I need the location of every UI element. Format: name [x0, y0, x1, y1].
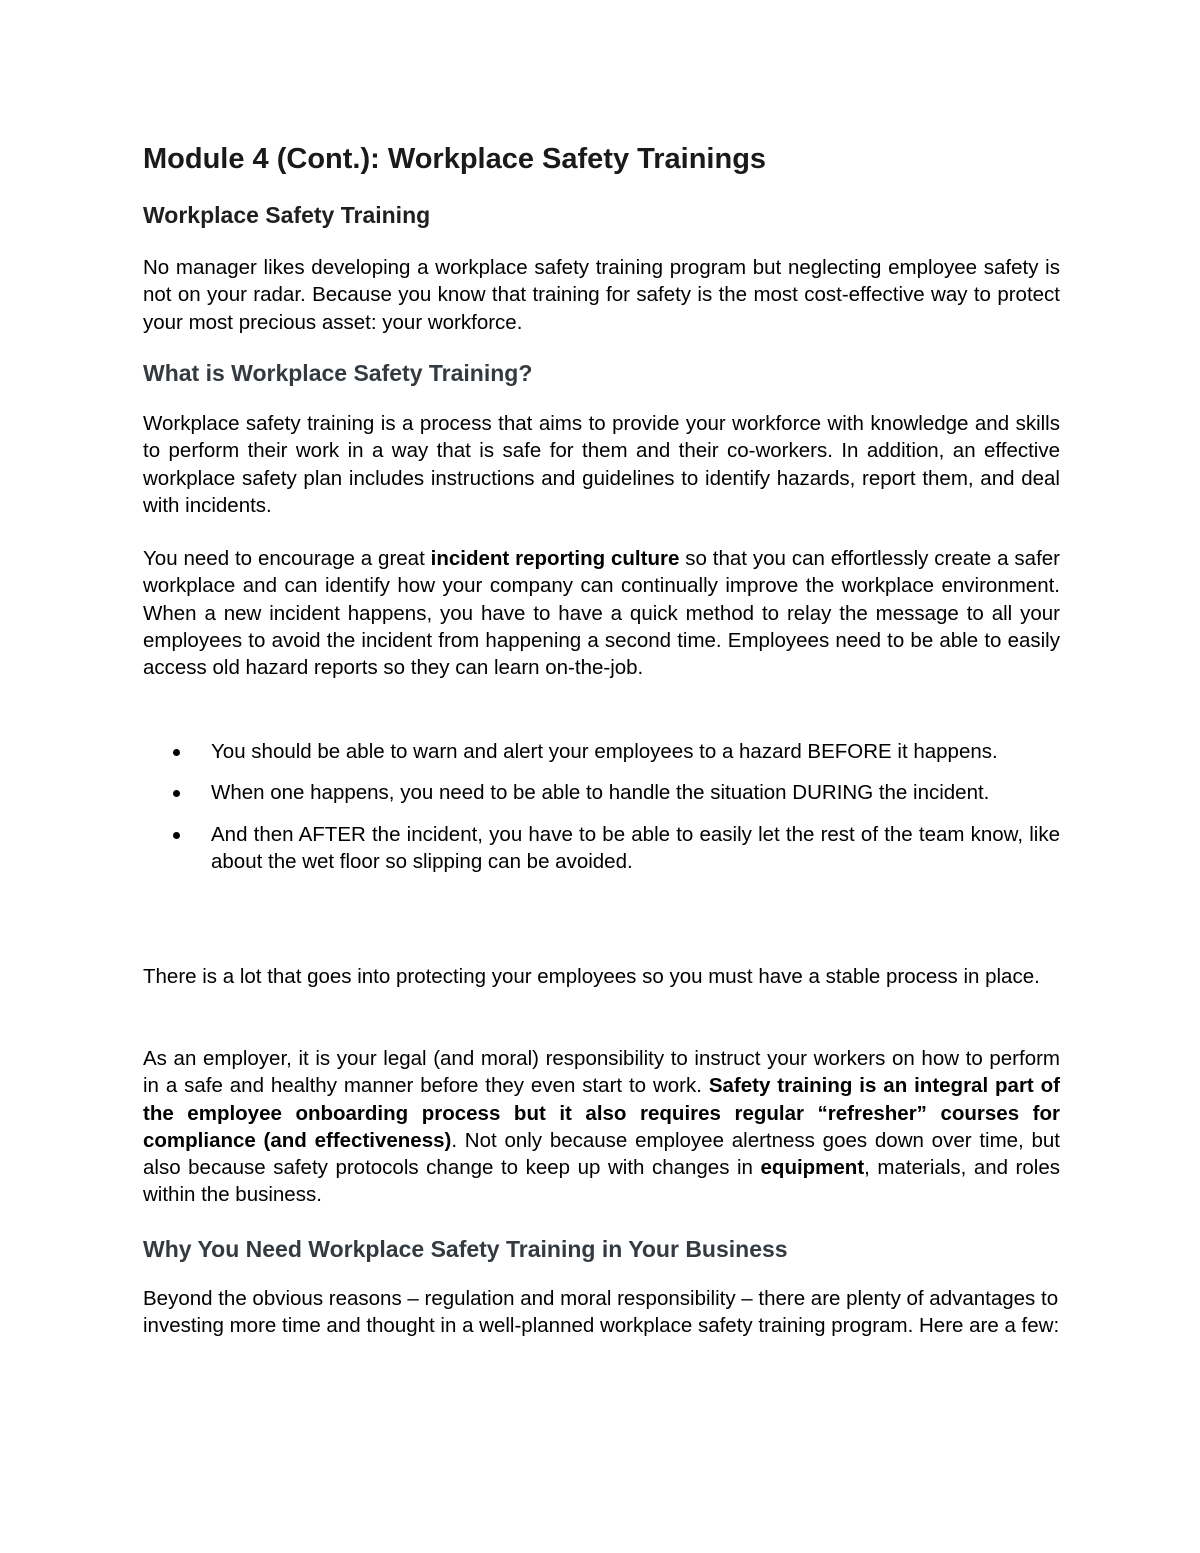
incident-stage-list	[143, 738, 1060, 875]
stable-process-paragraph: There is a lot that goes into protecting your employees so you must have a stable process in place.	[143, 965, 1040, 988]
bold-text: incident reporting culture	[430, 547, 680, 570]
list-item	[143, 779, 1060, 806]
benefits-intro-paragraph: Beyond the obvious reasons – regulation and moral responsibility – there are plenty of advantages to investing more time and thought in a well-planned workplace safety training program. Here are a few:	[143, 1287, 1060, 1338]
bold-text: Safety training is an integral part of the employee onboarding process but it also requires regular “refresher” courses for compliance (and effectiveness)	[143, 1074, 1060, 1152]
employer-responsibility-paragraph	[143, 1045, 1060, 1209]
incident-culture-paragraph	[143, 545, 1060, 681]
bullet-icon	[173, 749, 180, 756]
bullet-icon	[173, 832, 180, 839]
bold-text: equipment	[760, 1156, 865, 1180]
heading-workplace-safety-training: Workplace Safety Training	[143, 202, 431, 228]
intro-paragraph: No manager likes developing a workplace safety training program but neglecting employee safety is not on your radar. Because you know that training for safety is the most cost-effective way to protect your most precious asset: your workforce.	[143, 256, 1060, 334]
heading-what-is-training: What is Workplace Safety Training?	[143, 360, 533, 386]
list-item-text: And then AFTER the incident, you have to be able to easily let the rest of the team know, like about the wet floor so slipping can be avoided.	[211, 822, 1060, 873]
text-run: You need to encourage a great	[143, 547, 431, 570]
list-item-text: When one happens, you need to be able to handle the situation DURING the incident.	[211, 781, 990, 805]
list-item	[143, 821, 1060, 876]
text-run: As an employer, it is your legal (and moral) responsibility to instruct your workers on how to perform in a safe and healthy manner before they even start to work.	[143, 1047, 1060, 1098]
heading-why-you-need-training: Why You Need Workplace Safety Training in Your Business	[143, 1236, 788, 1262]
text-run: . Not only because employee alertness goes down over time, but also because safety protocols change to keep up with changes in	[143, 1128, 1060, 1180]
bullet-icon	[173, 790, 180, 797]
text-run: , materials, and roles within the business.	[143, 1156, 1060, 1207]
definition-paragraph: Workplace safety training is a process that aims to provide your workforce with knowledge and skills to perform their work in a way that is safe for them and their co-workers. In addition, an effective workplace safety plan includes instructions and guidelines to identify hazards, report them, and deal with incidents.	[143, 412, 1060, 517]
text-run: so that you can effortlessly create a safer workplace and can identify how your company can continually improve the workplace environment. When a new incident happens, you have to have a quick method to relay the message to all your employees to avoid the incident from happening a second time. Employees need to be able to easily access old hazard reports so they can learn on-the-job.	[143, 547, 1060, 680]
list-item	[143, 738, 1060, 765]
document-title: Module 4 (Cont.): Workplace Safety Trainings	[143, 143, 767, 175]
list-item-text: You should be able to warn and alert your employees to a hazard BEFORE it happens.	[211, 740, 998, 763]
